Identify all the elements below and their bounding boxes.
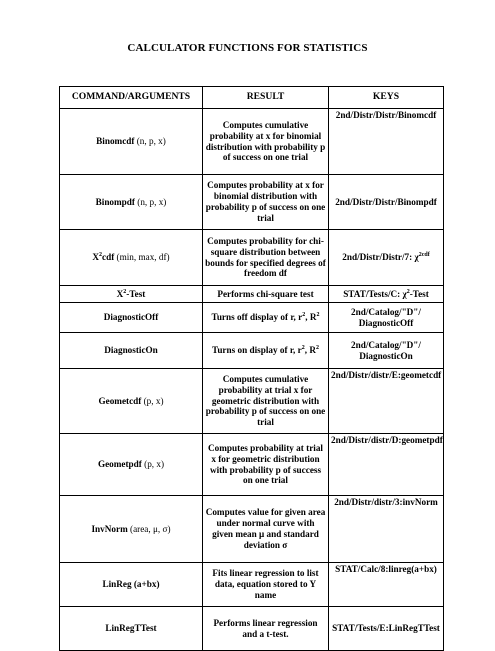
table-row — [60, 175, 444, 230]
command-cell: LinRegTTest — [60, 607, 203, 651]
keys-cell: STAT/Tests/C: $\chi^2$-Test — [329, 286, 444, 303]
keys-cell: 2nd/Distr/distr/E:geometcdf — [329, 369, 444, 434]
table-row — [60, 434, 444, 496]
result-cell: Computes probability at x for binomial distribution with probability p of success on one trial — [203, 175, 329, 230]
result-cell: Turns on display of r, $r^2$, $R^2$ — [203, 333, 329, 369]
table-header-row — [60, 87, 444, 109]
table-row — [60, 303, 444, 333]
table-row — [60, 286, 444, 303]
command-cell: DiagnosticOn — [60, 333, 203, 369]
command-cell: $X^2cdf$ (min, max, df) — [60, 230, 203, 286]
table-row — [60, 563, 444, 607]
table-row — [60, 333, 444, 369]
keys-cell: 2nd/Distr/Distr/Binomcdf — [329, 109, 444, 175]
table-row — [60, 109, 444, 175]
header-command: COMMAND/ARGUMENTS — [60, 87, 203, 109]
result-cell: Fits linear regression to list data, equation stored to Y name — [203, 563, 329, 607]
command-cell: DiagnosticOff — [60, 303, 203, 333]
result-cell: Computes cumulative probability at x for binomial distribution with probability p of success on one trial — [203, 109, 329, 175]
result-cell: Performs linear regression and a t-test. — [203, 607, 329, 651]
command-cell: Binompdf (n, p, x) — [60, 175, 203, 230]
table-row — [60, 230, 444, 286]
command-cell: InvNorm (area, μ, σ) — [60, 496, 203, 563]
result-cell: Computes probability for chi-square distribution between bounds for specified degrees of freedom df — [203, 230, 329, 286]
command-cell: $X^2$-Test — [60, 286, 203, 303]
keys-cell: STAT/Tests/E:LinRegTTest — [329, 607, 444, 651]
keys-cell: 2nd/Catalog/"D"/ DiagnosticOn — [329, 333, 444, 369]
header-keys: KEYS — [329, 87, 444, 109]
command-cell: Geometpdf (p, x) — [60, 434, 203, 496]
result-cell: Computes probability at trial x for geometric distribution with probability p of success on one trial — [203, 434, 329, 496]
result-cell: Turns off display of r, $r^2$, $R^2$ — [203, 303, 329, 333]
result-cell: Performs chi-square test — [203, 286, 329, 303]
keys-cell: 2nd/Distr/distr/3:invNorm — [329, 496, 444, 563]
keys-cell: 2nd/Distr/Distr/7: $\chi^{2cdf}$ — [329, 230, 444, 286]
page-title: CALCULATOR FUNCTIONS FOR STATISTICS — [127, 42, 368, 54]
result-cell: Computes cumulative probability at trial x for geometric distribution with probability p of success on one trial — [203, 369, 329, 434]
keys-cell: 2nd/Distr/distr/D:geometpdf — [329, 434, 444, 496]
statistics-functions-table — [59, 86, 444, 651]
keys-cell: 2nd/Catalog/"D"/ DiagnosticOff — [329, 303, 444, 333]
command-cell: Geometcdf (p, x) — [60, 369, 203, 434]
keys-cell: 2nd/Distr/Distr/Binompdf — [329, 175, 444, 230]
table-row — [60, 496, 444, 563]
header-result: RESULT — [203, 87, 329, 109]
result-cell: Computes value for given area under normal curve with given mean μ and standard deviation σ — [203, 496, 329, 563]
keys-cell: STAT/Calc/8:linreg(a+bx) — [329, 563, 444, 607]
table-row — [60, 607, 444, 651]
command-cell: LinReg (a+bx) — [60, 563, 203, 607]
command-cell: Binomcdf (n, p, x) — [60, 109, 203, 175]
table-row — [60, 369, 444, 434]
